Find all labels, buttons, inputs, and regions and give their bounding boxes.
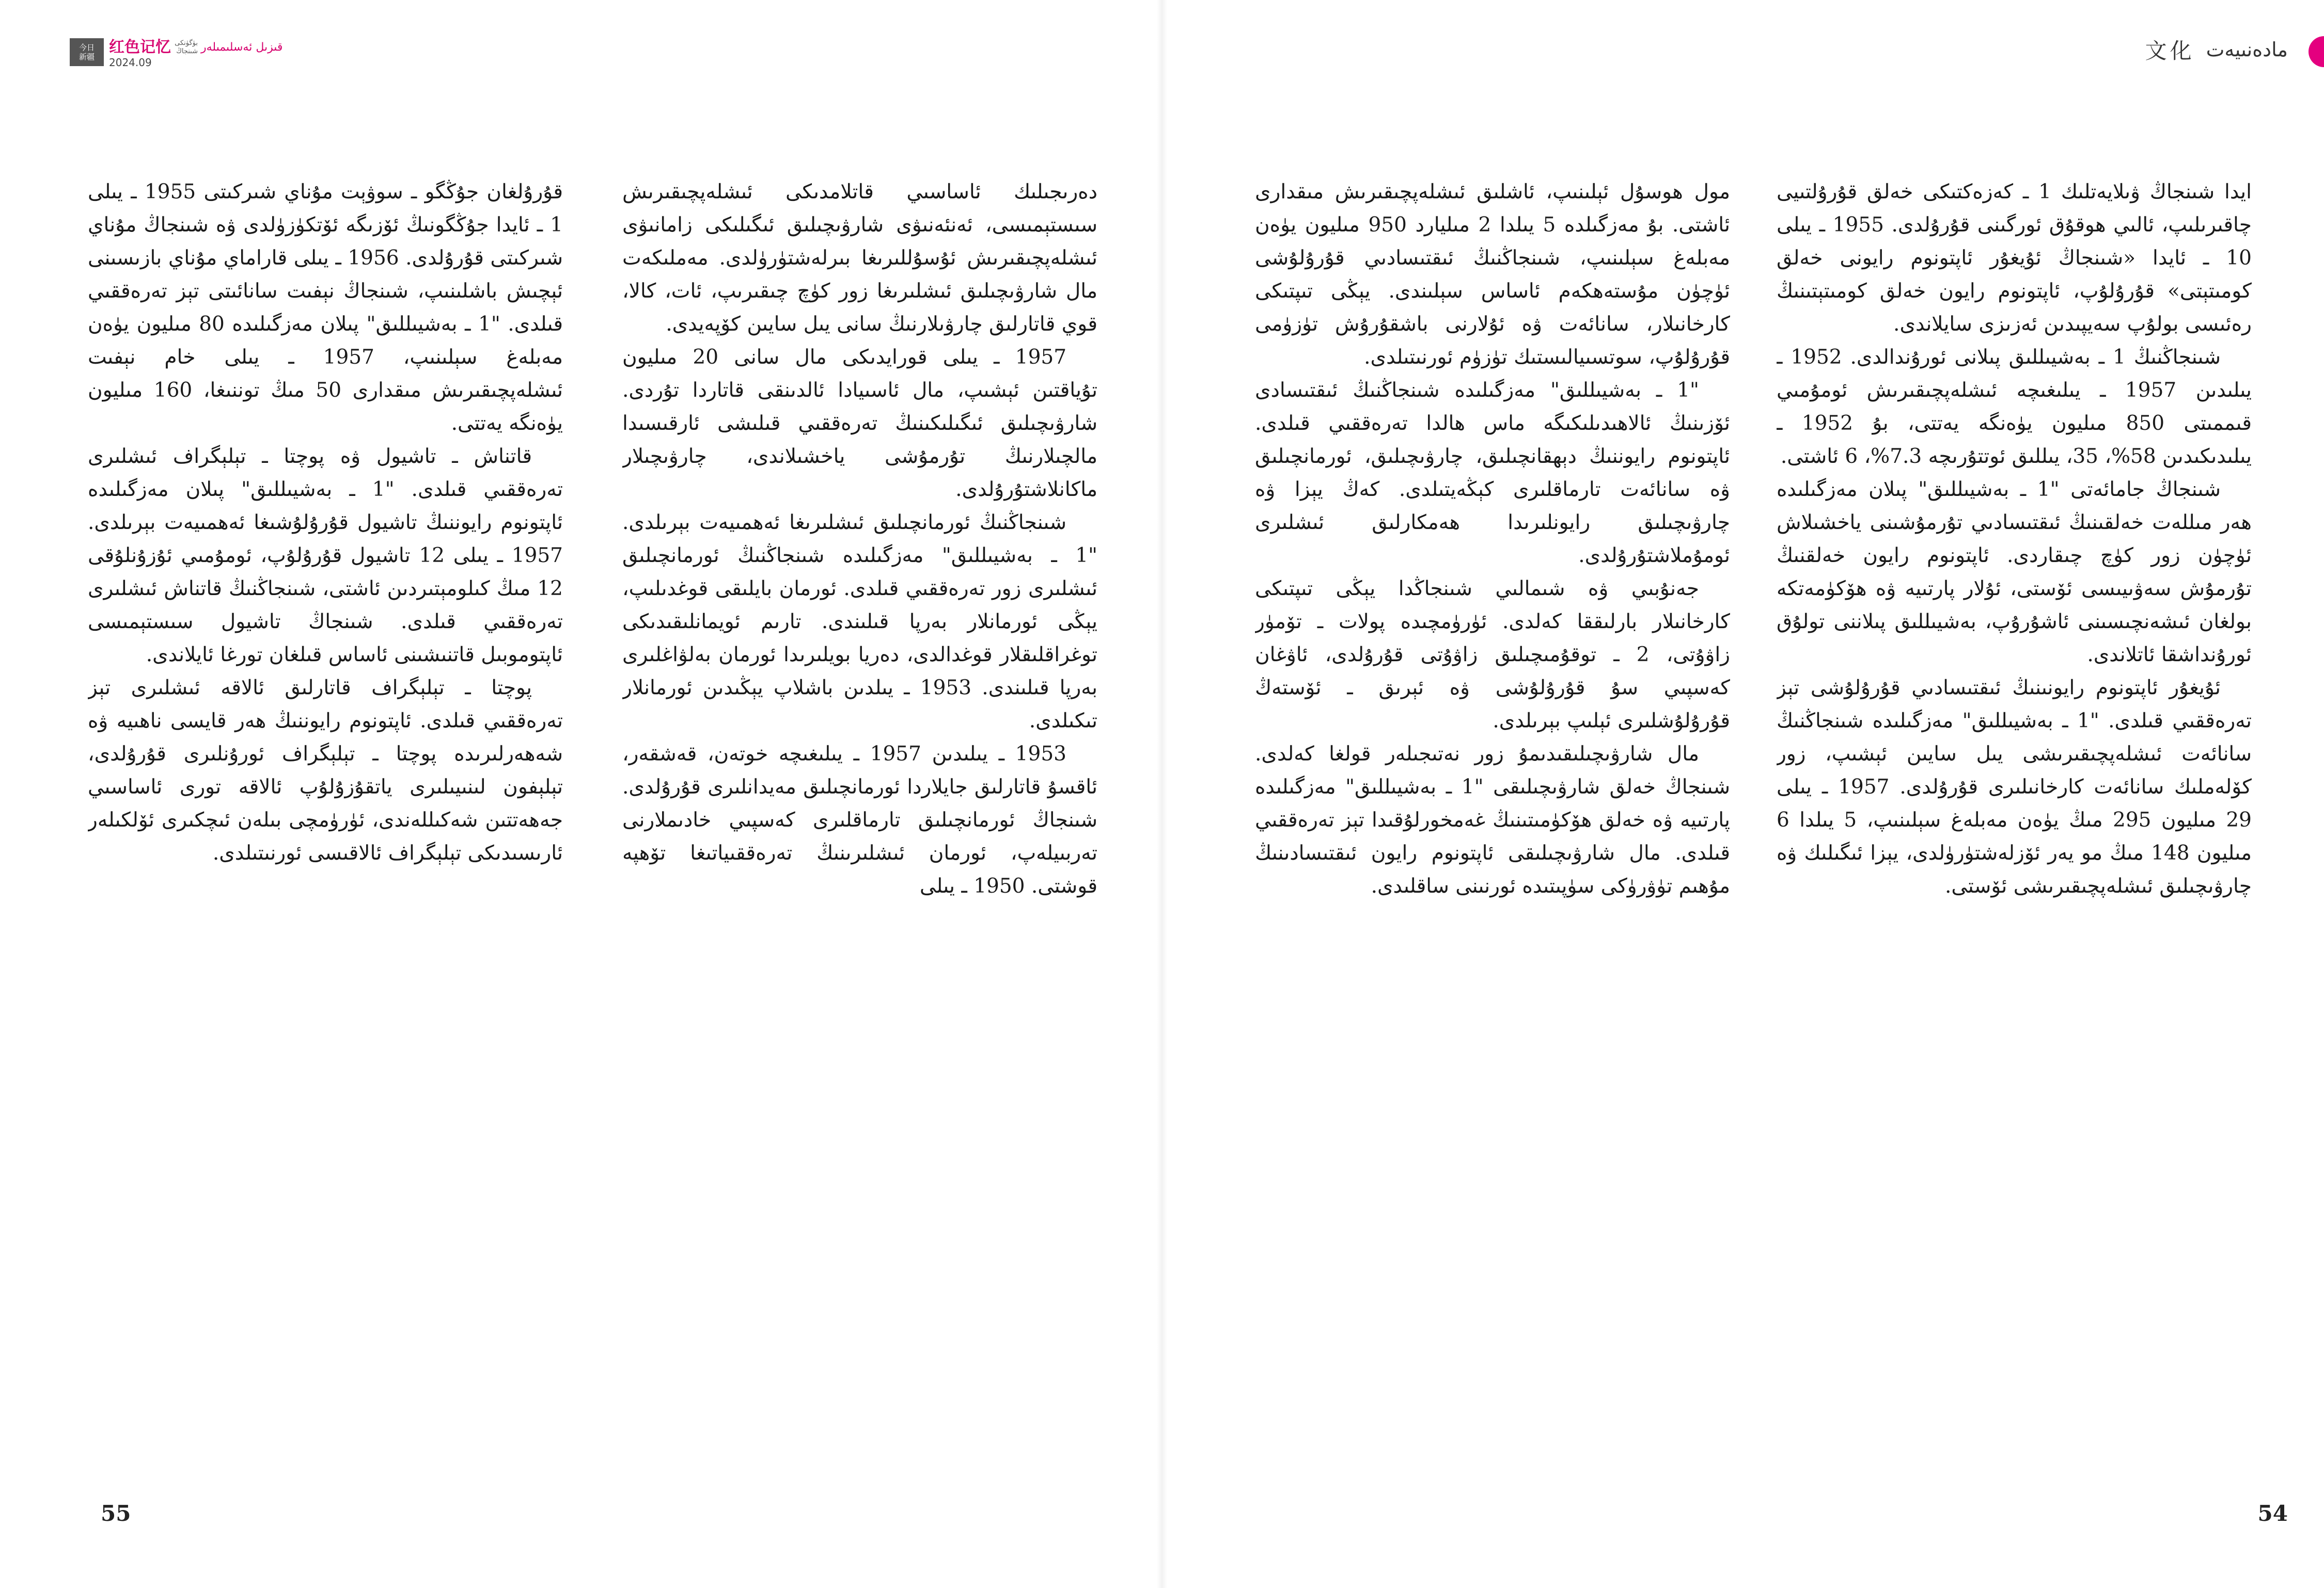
magazine-logo [70,38,104,66]
paragraph: 1957 ـ يىلى قورايدىكى مال سانى 20 مىليون تۇياقتىن ئېشىپ، مال ئاسىيادا ئالدىنقى قاتاردا تۇردى. شارۋىچىلىق ئىگىلىكىنىڭ تەرەققىي قىلىشى ئارقىسىدا مالچىلارنىڭ تۇرمۇشى ياخشىلاندى، چارۋىچىلار ماكانلاشتۇرۇلدى. [622,346,1097,501]
right-page-column-left [1255,176,1730,1467]
issue-date: 2024.09 [109,56,152,69]
magazine-header [70,38,282,69]
logo-line1: 今日 [78,43,95,52]
section-header [2145,34,2288,65]
section-tab-marker [2309,36,2324,67]
paragraph: جەنۇبىي ۋە شىمالىي شىنجاڭدا يېڭى تىپتىكى كارخانىلار بارلىققا كەلدى. ئۈرۈمچىدە پولات ـ تۆمۈر زاۋۇتى، 2 ـ توقۇمىچىلىق زاۋۇتى قۇرۇلدى، ئاۋغان كەسپىي سۇ قۇرۇلۇشى ۋە ئېرىق ـ ئۆستەڭ قۇرۇلۇشلىرى ئېلىپ بېرىلدى. [1255,577,1730,733]
paragraph: ايدا شىنجاڭ ۋىلايەتلىك 1 ـ كەزەكتىكى خەلق قۇرۇلتىيى چاقىرىلىپ، ئالىي ھوقۇق ئورگىنى قۇرۇلدى. 1955 ـ يىلى 10 ـ ئايدا «شىنجاڭ ئۇيغۇر ئاپتونوم رايونى خەلق كومىتېتى» قۇرۇلۇپ، ئاپتونوم رايون خەلق كومىتېتىنىڭ رەئىسى بولۇپ سەيپىدىن ئەزىزى سايلاندى. [1777,180,2252,336]
logo-line2: 新疆 [78,52,95,61]
paragraph: مول ھوسۇل ئېلىنىپ، ئاشلىق ئىشلەپچىقىرىش مىقدارى ئاشتى. بۇ مەزگىلدە 5 يىلدا 2 مىليارد 950 مىليون يۈەن مەبلەغ سېلىنىپ، شىنجاڭنىڭ ئىقتىسادىي قۇرۇلۇشى ئۈچۈن مۇستەھكەم ئاساس سېلىندى. يېڭى تىپتىكى كارخانىلار، سانائەت ۋە ئۇلارنى باشقۇرۇش تۈزۈمى قۇرۇلۇپ، سوتسىيالىستىك تۈزۈم ئورنىتىلدى. [1255,180,1730,369]
paragraph: 1953 ـ يىلىدىن 1957 ـ يىلىغىچە خوتەن، قەشقەر، ئاقسۇ قاتارلىق جايلاردا ئورمانچىلىق مەيدانلىرى قۇرۇلدى. شىنجاڭ ئورمانچىلىق تارماقلىرى كەسپىي خادىملارنى تەربىيلەپ، ئورمان ئىشلىرىنىڭ تەرەققىياتىغا تۆھپە قوشتى. 1950 ـ يىلى [622,742,1097,898]
paragraph: شىنجاڭ جامائەتى "1 ـ بەشيىللىق" پىلان مەزگىلىدە ھەر مىللەت خەلقىنىڭ ئىقتىسادىي تۇرمۇشىنى ياخشىلاش ئۈچۈن زور كۈچ چىقاردى. ئاپتونوم رايون خەلقنىڭ تۇرمۇش سەۋىيىسى ئۆستى، ئۇلار پارتىيە ۋە ھۆكۈمەتكە بولغان ئىشەنچىسىنى ئاشۇرۇپ، بەشيىللىق پىلاننى تولۇق ئورۇنداشقا ئاتلاندى. [1777,478,2252,666]
page-number-left: 55 [101,1501,131,1526]
magazine-name-cn: 红色记忆 [109,38,171,56]
paragraph: ئۇيغۇر ئاپتونوم رايونىنىڭ ئىقتىسادىي قۇرۇلۇشى تېز تەرەققىي قىلدى. "1 ـ بەشيىللىق" مەزگىلىدە شىنجاڭنىڭ سانائەت ئىشلەپچىقىرىشى يىل سايىن ئېشىپ، زور كۆلەملىك سانائەت كارخانىلىرى قۇرۇلدى. 1957 ـ يىلى 29 مىليون 295 مىڭ يۈەن مەبلەغ سېلىنىپ، 5 يىلدا 6 مىليون 148 مىڭ مو يەر ئۆزلەشتۈرۈلدى، يېزا ئىگىلىك ۋە چارۋىچىلىق ئىشلەپچىقىرىشى ئۆستى. [1777,676,2252,898]
section-title-cn: 文化 [2145,38,2195,64]
paragraph: پوچتا ـ تېلېگراف قاتارلىق ئالاقە ئىشلىرى تېز تەرەققىي قىلدى. ئاپتونوم رايوننىڭ ھەر قايسى ناھىيە ۋە شەھەرلىرىدە پوچتا ـ تېلېگراف ئورۇنلىرى قۇرۇلدى، تېلېفون لىنىيىلىرى ياتقۇزۇلۇپ ئالاقە تورى ئاساسىي جەھەتتىن شەكىللەندى، ئۈرۈمچى بىلەن ئىچكىرى ئۆلكىلەر ئارىسىدىكى تېلېگراف ئالاقىسى ئورنىتىلدى. [88,676,563,865]
paragraph: قۇرۇلغان جۇڭگو ـ سوۋېت مۇناي شىركىتى 1955 ـ يىلى 1 ـ ئايدا جۇڭگونىڭ ئۆزىگە ئۆتكۈزۈلدى ۋە شىنجاڭ مۇناي شىركىتى قۇرۇلدى. 1956 ـ يىلى قاراماي مۇناي بازىسىنى ئېچىش باشلىنىپ، شىنجاڭ نېفىت سانائىتى تېز تەرەققىي قىلدى. "1 ـ بەشيىللىق" پىلان مەزگىلىدە 80 مىليون يۈەن مەبلەغ سېلىنىپ، 1957 ـ يىلى خام نېفىت ئىشلەپچىقىرىش مىقدارى 50 مىڭ توننىغا، 160 مىليون يۈەنگە يەتتى. [88,180,563,435]
paragraph: قاتناش ـ تاشيول ۋە پوچتا ـ تېلېگراف ئىشلىرى تەرەققىي قىلدى. "1 ـ بەشيىللىق" پىلان مەزگىلىدە ئاپتونوم رايوننىڭ تاشيول قۇرۇلۇشىغا ئەھمىيەت بېرىلدى. 1957 ـ يىلى 12 تاشيول قۇرۇلۇپ، ئومۇمىي ئۇزۇنلۇقى 12 مىڭ كىلومېتىردىن ئاشتى، شىنجاڭنىڭ قاتناش ئىشلىرى تەرەققىي قىلدى. شىنجاڭ تاشيول سىستېمىسى ئاپتوموبىل قاتنىشىنى ئاساس قىلغان تورغا ئايلاندى. [88,445,563,666]
paragraph: "1 ـ بەشيىللىق" مەزگىلىدە شىنجاڭنىڭ ئىقتىسادى ئۆزىنىڭ ئالاھىدىلىكىگە ماس ھالدا تەرەققىي قىلدى. ئاپتونوم رايوننىڭ دېھقانچىلىق، چارۋىچىلىق، ئورمانچىلىق ۋە سانائەت تارماقلىرى كېڭەيتىلدى. كەڭ يېزا ۋە چارۋىچىلىق رايونلىرىدا ھەمكارلىق ئىشلىرى ئومۇملاشتۇرۇلدى. [1255,379,1730,567]
magazine-title-block [109,38,282,68]
paragraph: مال شارۋىچىلىقىدىمۇ زور نەتىجىلەر قولغا كەلدى. شىنجاڭ خەلق شارۋىچىلىقى "1 ـ بەشيىللىق" مەزگىلىدە پارتىيە ۋە خەلق ھۆكۈمىتىنىڭ غەمخورلۇقىدا تېز تەرەققىي قىلدى. مال شارۋىچىلىقى ئاپتونوم رايون ئىقتىسادىنىڭ مۇھىم تۈۋرۈكى سۈپىتىدە ئورنىنى ساقلىدى. [1255,742,1730,898]
left-page-column-right [622,176,1097,1467]
magazine-sub: بۈگۈنكى شىنجاڭ [175,39,198,55]
paragraph: دەرىجىلىك ئاساسىي قاتلامدىكى ئىشلەپچىقىرىش سىستېمىسى، ئەنئەنىۋى شارۋىچىلىق ئىگىلىكى زامانىۋى ئىشلەپچىقىرىش ئۇسۇللىرىغا بىرلەشتۈرۈلدى. مەملىكەت مال شارۋىچىلىق ئىشلىرىغا زور كۈچ چىقىرىپ، ئات، كالا، قوي قاتارلىق چارۋىلارنىڭ سانى يىل سايىن كۆپەيدى. [622,180,1097,336]
left-page-column-left [88,176,563,1467]
section-title-ug: مادەنىيەت [2206,38,2288,61]
paragraph: شىنجاڭنىڭ 1 ـ بەشيىللىق پىلانى ئورۇندالدى. 1952 ـ يىلىدىن 1957 ـ يىلىغىچە ئىشلەپچىقىرىش ئومۇمىي قىممىتى 850 مىليون يۈەنگە يەتتى، بۇ 1952 ـ يىلىدىكىدىن 58%، 35، يىللىق ئوتتۇرىچە 7.3%، 6 ئاشتى. [1777,346,2252,468]
right-page [1162,0,2324,1588]
page-number-right: 54 [2257,1501,2288,1526]
paragraph: شىنجاڭنىڭ ئورمانچىلىق ئىشلىرىغا ئەھمىيەت بېرىلدى. "1 ـ بەشيىللىق" مەزگىلىدە شىنجاڭنىڭ ئورمانچىلىق ئىشلىرى زور تەرەققىي قىلدى. ئورمان بايلىقى قوغدىلىپ، يېڭى ئورمانلار بەرپا قىلىندى. تارىم ئويمانلىقىدىكى توغراقلىقلار قوغدالدى، دەريا بويلىرىدا ئورمان بەلۋاغلىرى بەرپا قىلىندى. 1953 ـ يىلدىن باشلاپ يېڭىدىن ئورمانلار تىكىلدى. [622,511,1097,733]
right-page-column-right [1777,176,2252,1467]
magazine-name-ug: قىزىل ئەسلىمىلەر [201,41,283,54]
